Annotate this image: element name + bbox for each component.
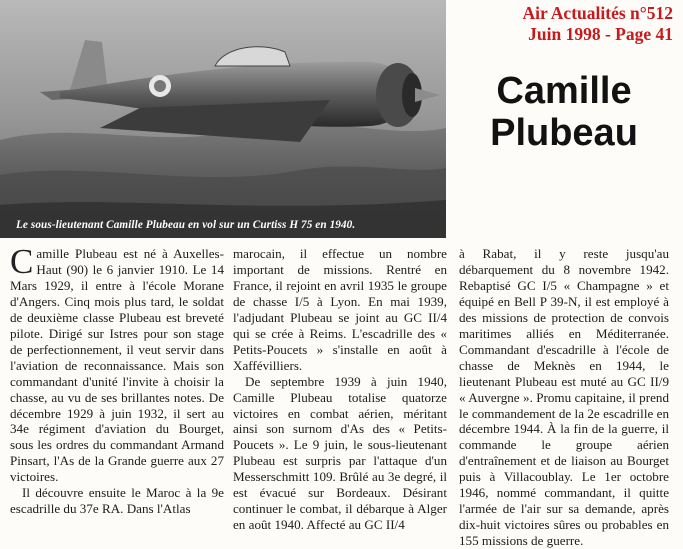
title-first-name: Camille xyxy=(496,70,632,112)
paragraph xyxy=(10,242,224,485)
magazine-issue: Air Actualités n°512 xyxy=(522,3,673,23)
article-column-2 xyxy=(233,246,447,533)
magazine-reference xyxy=(522,3,673,45)
photo-caption: Le sous-lieutenant Camille Plubeau en vol sur un Curtiss H 75 en 1940. xyxy=(16,219,356,231)
article-column-3 xyxy=(459,246,669,549)
paragraph-text: amille Plubeau est né à Auxelles-Haut (90) le 6 janvier 1910. Le 14 Mars 1929, il entre à l'école Morane d'Angers. Cinq mois plus tard, le soldat de deuxième classe Plubeau est breveté pilote. Dirigé sur Istres pour son stage de perfectionnement, il veut servir dans l'aviation de reconnaissance. Mais son commandant d'unité l'invite à choisir la chasse, au vu de ses brillantes notes. De décembre 1929 à juin 1932, il sert au 34e régiment d'aviation du Bourget, sous les ordres du commandant Armand Pinsart, l'As de la Grande guerre aux 27 victoires. xyxy=(10,246,224,485)
curtiss-h75-image xyxy=(0,0,446,238)
drop-cap: C xyxy=(10,242,34,281)
magazine-date-page: Juin 1998 - Page 41 xyxy=(528,24,673,44)
article-title xyxy=(462,70,666,154)
aircraft-photo xyxy=(0,0,446,238)
paragraph: Il découvre ensuite le Maroc à la 9e escadrille du 37e RA. Dans l'Atlas xyxy=(10,485,224,517)
article-column-1 xyxy=(10,242,224,517)
paragraph: De septembre 1939 à juin 1940, Camille Plubeau totalise quatorze victoires en combat aérien, méritant ainsi son surnom d'As des « Petits-Poucets ». Le 9 juin, le sous-lieutenant Plubeau est surpris par l'attaque d'un Messerschmitt 109. Brûlé au 3e degré, il est évacué sur Bordeaux. Désirant continuer le combat, il débarque à Alger en août 1940. Affecté au GC II/4 xyxy=(233,373,447,533)
title-last-name: Plubeau xyxy=(490,112,638,154)
paragraph: à Rabat, il y reste jusqu'au débarquement du 8 novembre 1942. Rebaptisé GC I/5 « Champagne » et équipé en Bell P 39-N, il est employé à des missions de protection de convois maritimes alliés en Méditerranée. Commandant d'escadrille à l'école de chasse de Meknès en 1944, le lieutenant Plubeau est muté au GC II/9 « Auvergne ». Promu capitaine, il prend le commandement de la 2e escadrille en décembre 1944. À la fin de la guerre, il commande le groupe aérien d'entraînement et de liaison au Bourget puis à Villacoublay. Le 1er octobre 1946, nommé commandant, il quitte l'armée de l'air sur sa demande, après dix-huit victoires sûres ou probables en 155 missions de guerre. xyxy=(459,246,669,549)
paragraph: marocain, il effectue un nombre important de missions. Rentré en France, il rejoint en avril 1935 le groupe de chasse I/5 à Lyon. En mai 1939, l'adjudant Plubeau se joint au GC II/4 qui se crée à Reims. L'escadrille des « Petits-Poucets » s'installe en août à Xaffévilliers. xyxy=(233,246,447,373)
